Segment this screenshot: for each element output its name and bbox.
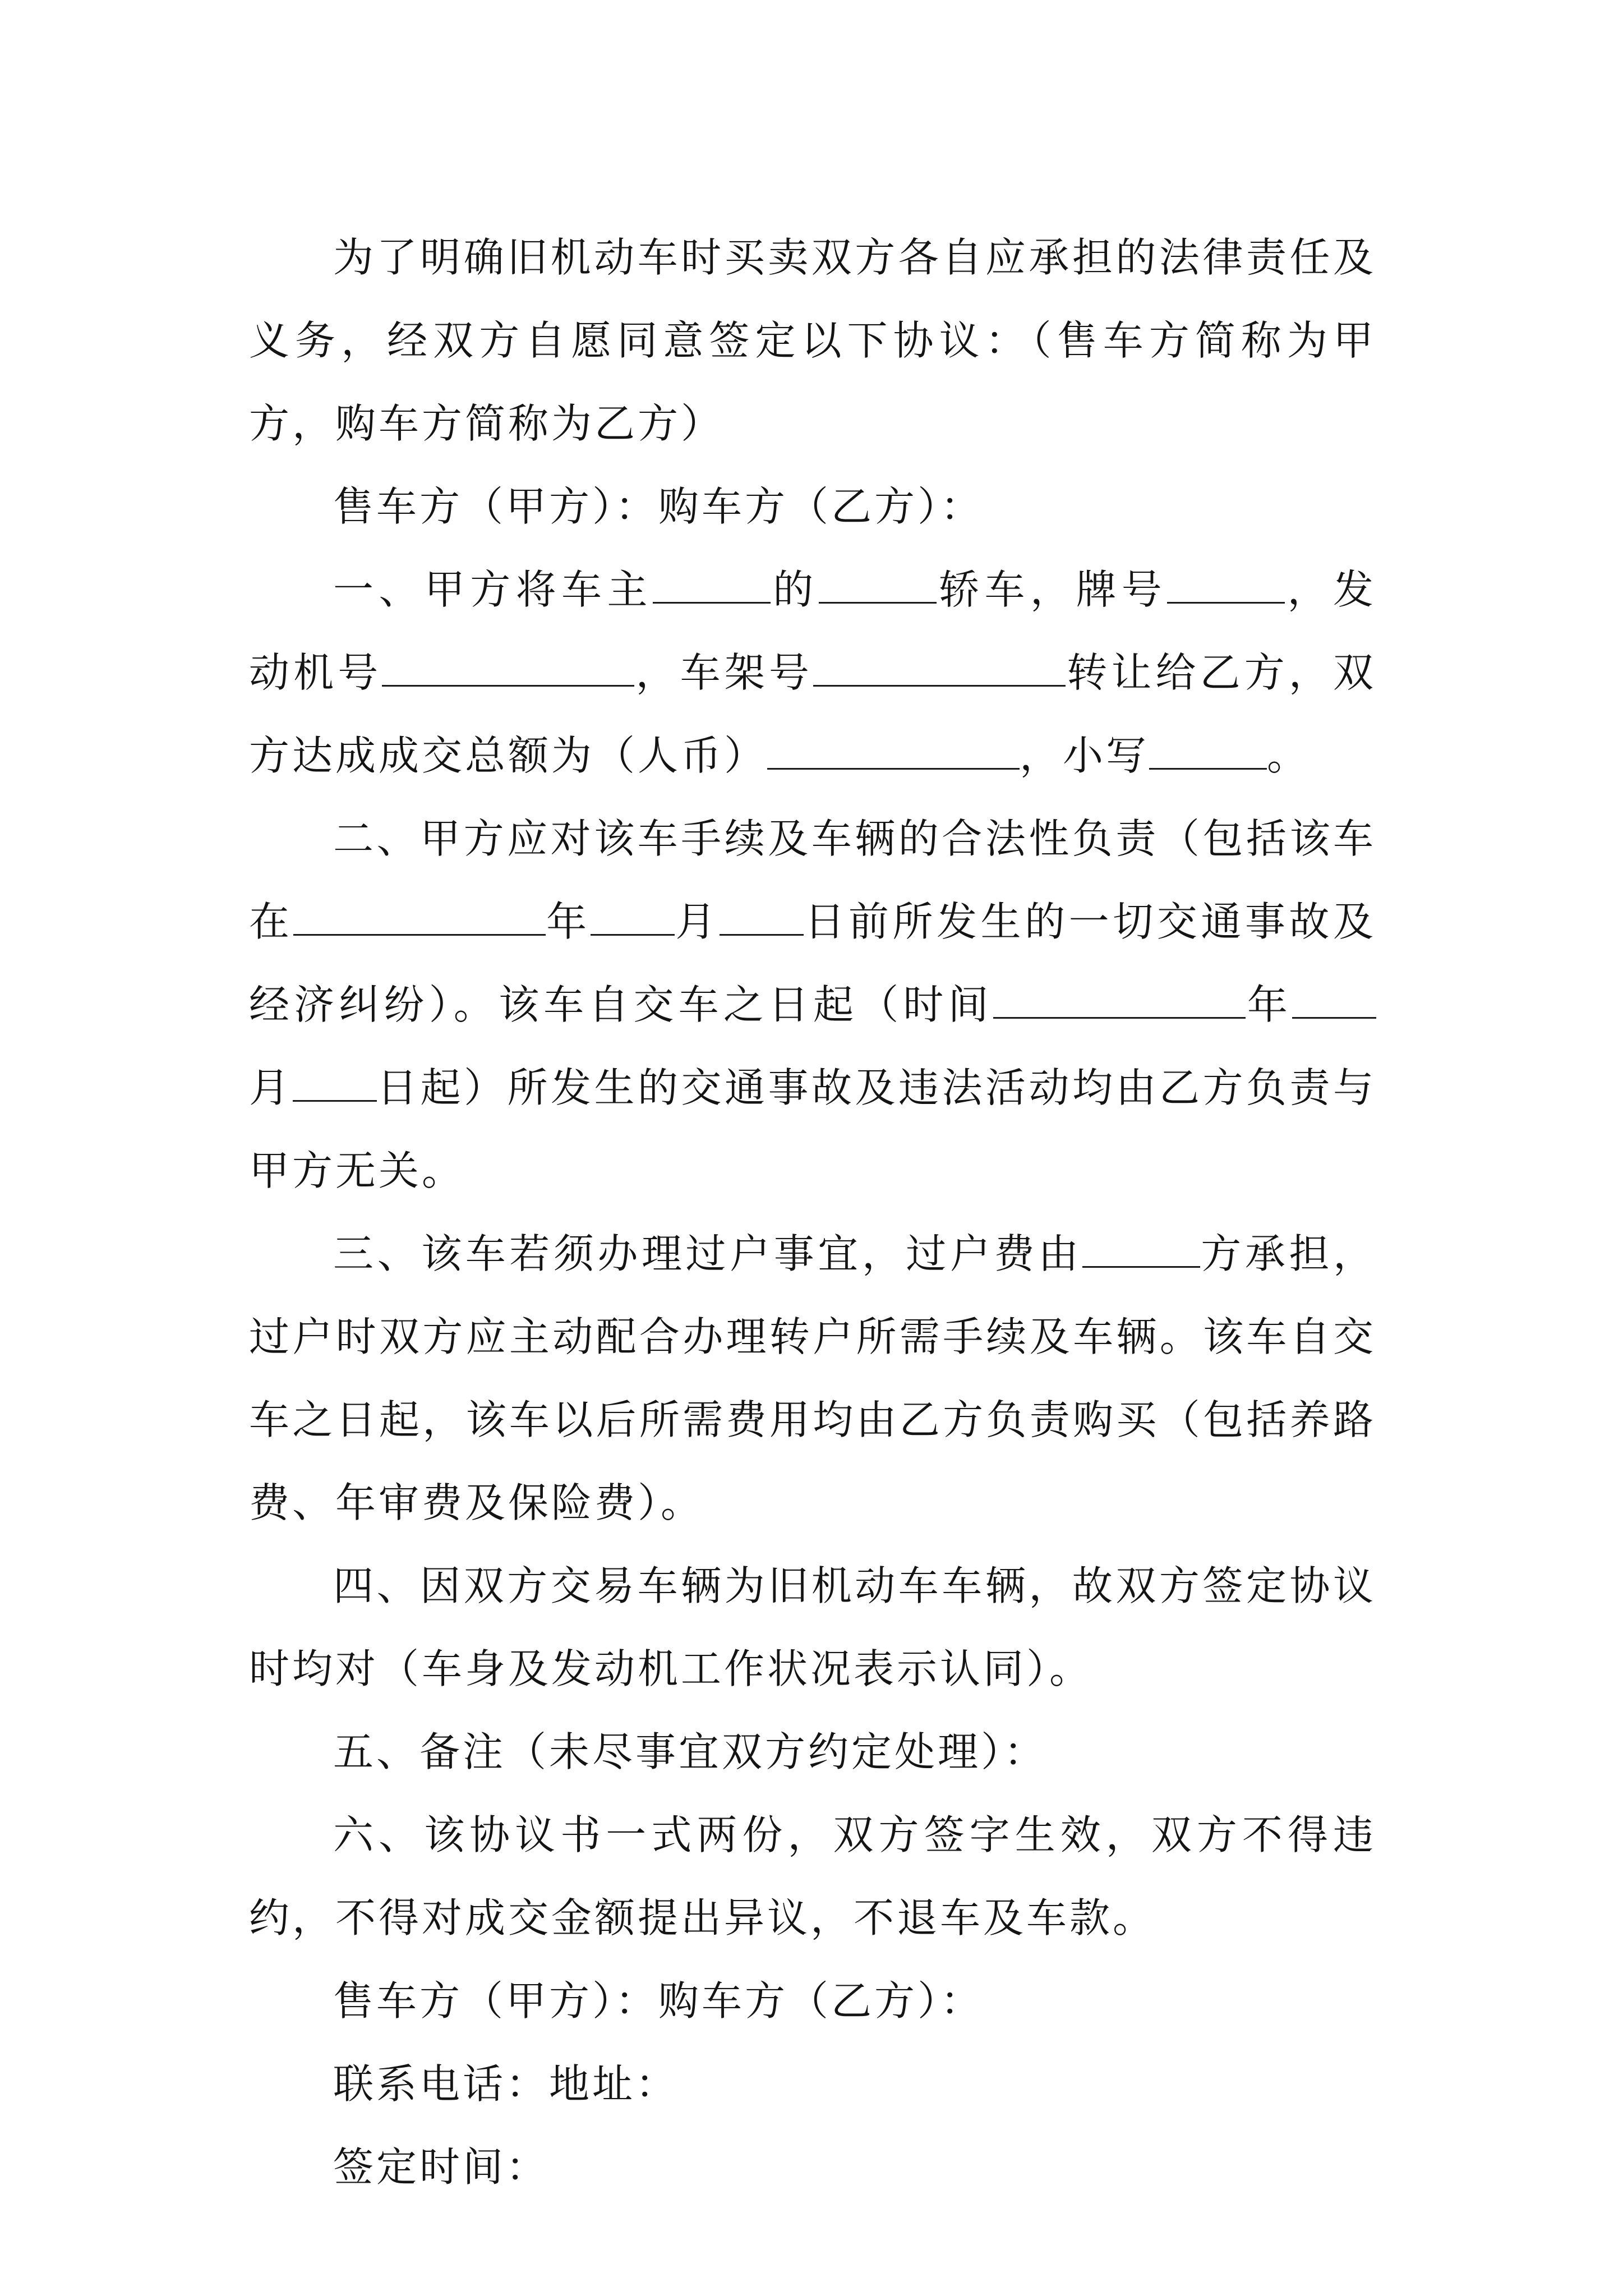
fill-in-blank: [591, 898, 675, 936]
paragraph-text: 签定时间：: [333, 2143, 550, 2191]
fill-in-blank: [293, 1064, 377, 1102]
paragraph-text: 方承担，过户时双方应主动配合办理转户所需手续及车辆。该车自交车之日起，该车以后所需费用均由乙方负责购买（包括养路费、年审费及保险费）。: [249, 1230, 1376, 1526]
paragraph-p11: [249, 2125, 1376, 2208]
paragraph-text: 月: [674, 898, 720, 945]
paragraph-text: 日起）所发生的交通事故及违法活动均由乙方负责与甲方无关。: [249, 1064, 1376, 1194]
fill-in-blank: [293, 898, 546, 936]
paragraph-text: 年: [1245, 981, 1292, 1028]
paragraph-p5: [249, 1212, 1376, 1544]
fill-in-blank: [382, 648, 634, 687]
paragraph-text: 年: [545, 898, 591, 945]
paragraph-text: 的: [770, 566, 819, 613]
paragraph-p2: [249, 465, 1376, 548]
fill-in-blank: [1292, 981, 1376, 1019]
fill-in-blank: [819, 565, 937, 604]
paragraph-text: 售车方（甲方）：购车方（乙方）：: [333, 483, 984, 530]
fill-in-blank: [720, 898, 804, 936]
fill-in-blank: [1167, 565, 1285, 604]
paragraph-text: 日前所发生的一切交通事故及经济纠纷）。该车自交车之日起（时间: [249, 898, 1376, 1028]
paragraph-text: ，小写: [1020, 732, 1150, 779]
paragraph-text: 一、甲方将车主: [333, 566, 653, 613]
paragraph-text: 二、甲方应对该车手续及车辆的合法性负责（包括该车在: [249, 815, 1376, 945]
paragraph-p4: [249, 797, 1376, 1212]
paragraph-text: 联系电话：地址：: [333, 2060, 679, 2108]
paragraph-text: 售车方（甲方）：购车方（乙方）：: [333, 1977, 984, 2024]
paragraph-text: ，发动机号: [249, 566, 1376, 696]
paragraph-text: 轿车，牌号: [936, 566, 1168, 613]
paragraph-text: 四、因双方交易车辆为旧机动车车辆，故双方签定协议时均对（车身及发动机工作状况表示认同）。: [249, 1562, 1376, 1692]
paragraph-p1: [249, 216, 1376, 465]
fill-in-blank: [813, 648, 1066, 687]
paragraph-text: 转让给乙方，双方达成成交总额为（人币）: [249, 649, 1376, 779]
fill-in-blank: [767, 731, 1020, 770]
fill-in-blank: [993, 981, 1246, 1019]
paragraph-p6: [249, 1544, 1376, 1710]
paragraph-text: 。: [1267, 732, 1311, 779]
paragraph-text: 为了明确旧机动车时买卖双方各自应承担的法律责任及义务，经双方自愿同意签定以下协议：（售车方简称为甲方，购车方简称为乙方）: [249, 234, 1376, 447]
paragraph-text: 月: [249, 1064, 293, 1111]
paragraph-p3: [249, 548, 1376, 797]
paragraph-text: 六、该协议书一式两份，双方签字生效，双方不得违约，不得对成交金额提出异议，不退车及车款。: [249, 1811, 1376, 1941]
fill-in-blank: [1082, 1230, 1200, 1268]
fill-in-blank: [1149, 731, 1267, 770]
paragraph-text: ，车架号: [634, 649, 814, 696]
paragraph-text: 五、备注（未尽事宜双方约定处理）：: [333, 1728, 1048, 1775]
fill-in-blank: [653, 565, 771, 604]
paragraph-p8: [249, 1793, 1376, 1959]
paragraph-p10: [249, 2042, 1376, 2125]
document-body: [249, 216, 1376, 2208]
paragraph-p7: [249, 1710, 1376, 1793]
paragraph-text: 三、该车若须办理过户事宜，过户费由: [333, 1230, 1082, 1277]
paragraph-p9: [249, 1959, 1376, 2042]
